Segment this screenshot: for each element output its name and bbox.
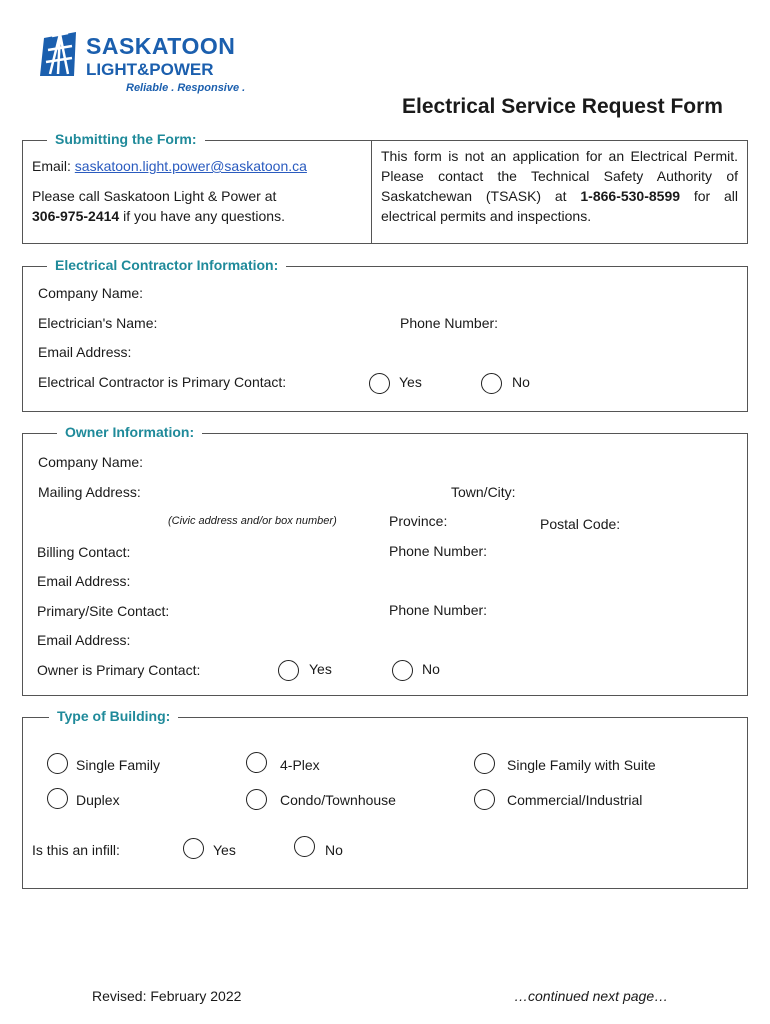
- building-duplex-label: Duplex: [76, 792, 120, 808]
- owner-province-label: Province:: [389, 513, 448, 529]
- owner-primary-no-radio[interactable]: [392, 660, 413, 681]
- building-infill-no-label: No: [325, 842, 343, 858]
- contractor-legend: Electrical Contractor Information:: [47, 257, 286, 273]
- contractor-primary-yes-radio[interactable]: [369, 373, 390, 394]
- owner-billing-contact-label: Billing Contact:: [37, 544, 131, 560]
- building-infill-yes-label: Yes: [213, 842, 236, 858]
- owner-mailing-address-label: Mailing Address:: [38, 484, 141, 500]
- building-commercial-industrial-radio[interactable]: [474, 789, 495, 810]
- logo-tagline: Reliable . Responsive .: [126, 82, 246, 94]
- owner-site-email-label: Email Address:: [37, 632, 131, 648]
- logo-brand-subname: LIGHT&POWER: [86, 60, 214, 79]
- building-legend: Type of Building:: [49, 708, 178, 724]
- submit-call-rest: if you have any questions.: [119, 208, 285, 224]
- owner-postal-code-label: Postal Code:: [540, 516, 621, 532]
- submitting-legend: Submitting the Form:: [47, 131, 205, 147]
- owner-company-name-label: Company Name:: [38, 454, 144, 470]
- tower-icon: [38, 28, 82, 80]
- building-condo-townhouse-radio[interactable]: [246, 789, 267, 810]
- building-commercial-industrial-label: Commercial/Industrial: [507, 792, 643, 808]
- submit-email-link[interactable]: saskatoon.light.power@saskatoon.ca: [74, 158, 307, 174]
- building-single-family-suite-radio[interactable]: [474, 753, 495, 774]
- building-single-family-radio[interactable]: [47, 753, 68, 774]
- permit-note-phone: 1-866-530-8599: [580, 188, 681, 204]
- building-single-family-label: Single Family: [76, 757, 161, 773]
- footer-continued: …continued next page…: [514, 988, 669, 1004]
- submit-email-line: [32, 158, 307, 174]
- contractor-primary-yes-label: Yes: [399, 374, 422, 390]
- building-4plex-radio[interactable]: [246, 752, 267, 773]
- submitting-divider: [371, 141, 372, 243]
- submit-call-phone: 306-975-2414: [32, 208, 120, 224]
- owner-primary-yes-label: Yes: [309, 661, 332, 677]
- building-infill-no-radio[interactable]: [294, 836, 315, 857]
- submit-call-line1: Please call Saskatoon Light & Power at: [32, 188, 277, 204]
- owner-billing-email-label: Email Address:: [37, 573, 131, 589]
- building-4plex-label: 4-Plex: [280, 757, 320, 773]
- building-single-family-suite-label: Single Family with Suite: [507, 757, 656, 773]
- contractor-primary-no-label: No: [512, 374, 530, 390]
- submit-email-label: Email:: [32, 158, 71, 174]
- permit-note-text1: This form is not an application for an Electrical Permit. Please contact the Technical Safety Authority of Saskatchewan (TSASK) at: [381, 148, 738, 204]
- owner-address-hint: (Civic address and/or box number): [168, 515, 337, 527]
- contractor-email-label: Email Address:: [38, 344, 132, 360]
- building-infill-yes-radio[interactable]: [183, 838, 204, 859]
- owner-primary-yes-radio[interactable]: [278, 660, 299, 681]
- owner-site-phone-label: Phone Number:: [389, 602, 488, 618]
- contractor-primary-no-radio[interactable]: [481, 373, 502, 394]
- owner-site-contact-label: Primary/Site Contact:: [37, 603, 170, 619]
- owner-primary-no-label: No: [422, 661, 440, 677]
- contractor-primary-contact-label: Electrical Contractor is Primary Contact:: [38, 374, 287, 390]
- footer-revised: Revised: February 2022: [92, 988, 242, 1004]
- owner-primary-contact-label: Owner is Primary Contact:: [37, 662, 201, 678]
- building-condo-townhouse-label: Condo/Townhouse: [280, 792, 396, 808]
- owner-billing-phone-label: Phone Number:: [389, 543, 488, 559]
- submit-call-line2: [32, 208, 285, 224]
- contractor-company-name-label: Company Name:: [38, 285, 144, 301]
- contractor-phone-label: Phone Number:: [400, 315, 499, 331]
- owner-legend: Owner Information:: [57, 424, 202, 440]
- owner-section: [22, 424, 748, 696]
- building-infill-label: Is this an infill:: [32, 842, 120, 858]
- building-duplex-radio[interactable]: [47, 788, 68, 809]
- owner-town-city-label: Town/City:: [451, 484, 516, 500]
- permit-note: [381, 146, 738, 226]
- permit-note-text2: for all electrical permits and inspections.: [381, 188, 738, 224]
- logo-brand-name: SASKATOON: [86, 33, 236, 59]
- form-title: Electrical Service Request Form: [402, 95, 723, 118]
- contractor-electrician-name-label: Electrician's Name:: [38, 315, 158, 331]
